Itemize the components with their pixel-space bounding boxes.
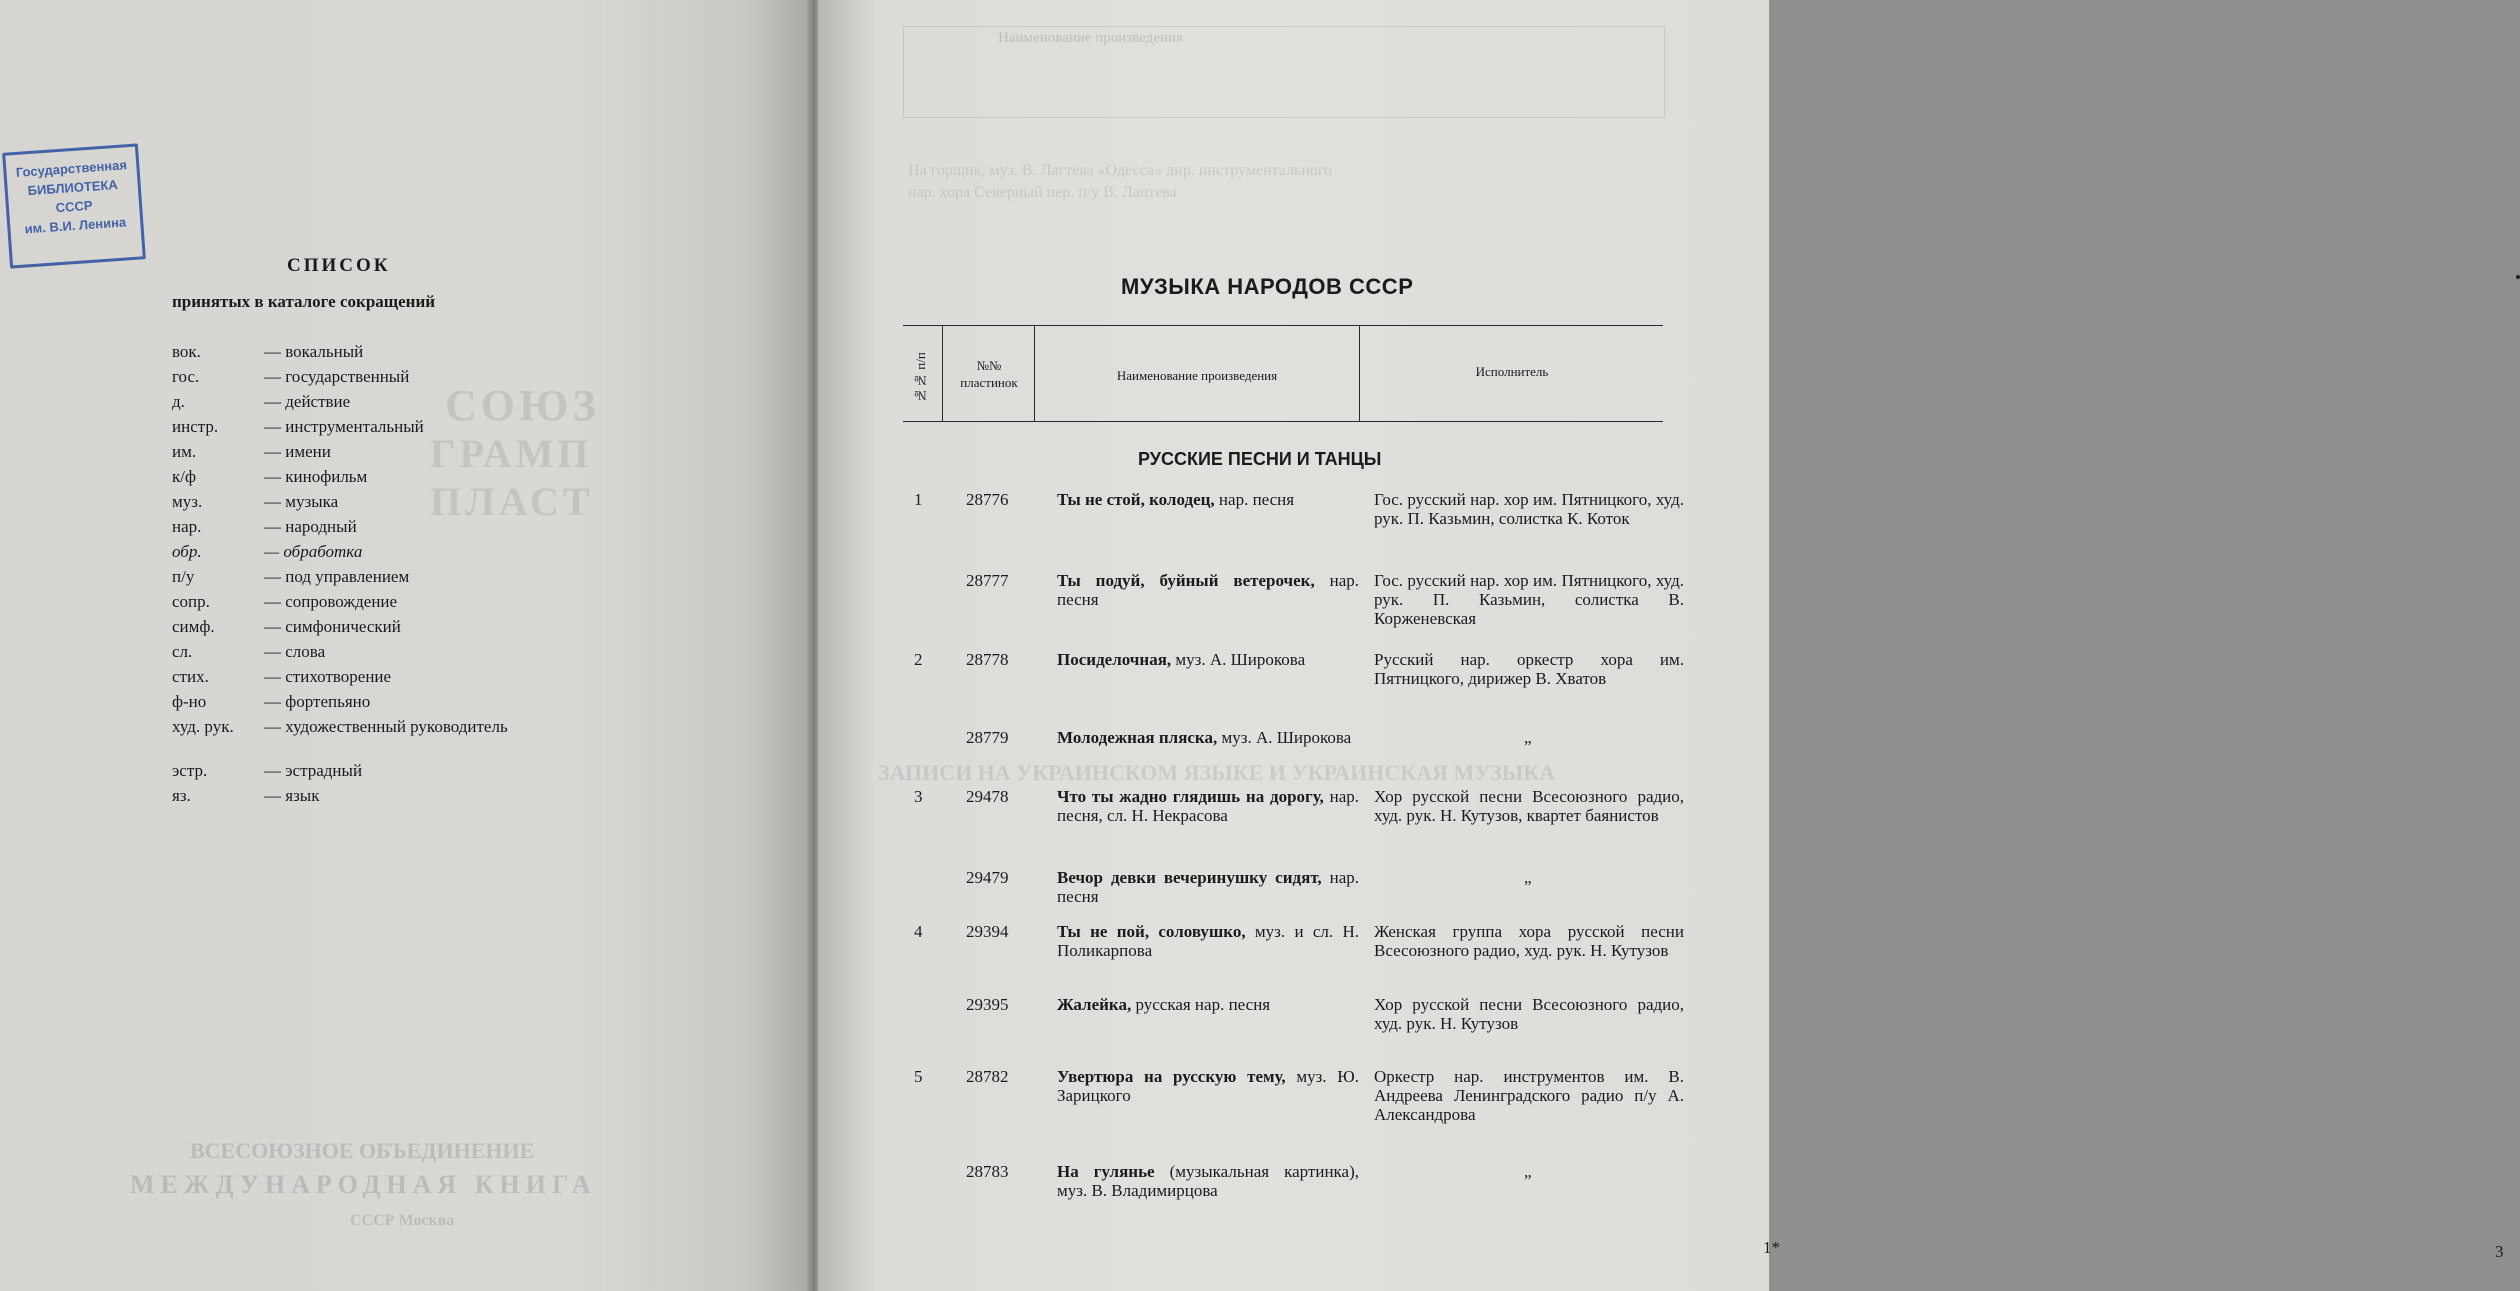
abbreviation-meaning: — имени	[264, 442, 331, 461]
work-title-details: русская нар. песня	[1131, 995, 1271, 1014]
header-divider	[1034, 326, 1035, 421]
folio-signature: 1*	[1763, 1238, 1780, 1257]
abbreviation-meaning: — язык	[264, 786, 320, 805]
work-title	[1057, 728, 1359, 747]
header-bottom-rule	[903, 421, 1663, 422]
left-page	[0, 0, 812, 1291]
record-number: 29394	[966, 922, 1009, 941]
abbreviation-row	[172, 492, 532, 517]
work-title-details: (музыкальная картинка), муз. В. Владимирцова	[1057, 1162, 1359, 1200]
abbreviation-row	[172, 367, 532, 392]
performer: Хор русской песни Всесоюзного радио, худ. рук. Н. Кутузов	[1374, 995, 1684, 1033]
show-through-text: ГРАМП	[430, 431, 593, 476]
abbreviation-key: яз.	[172, 786, 191, 805]
abbreviation-row	[172, 517, 532, 542]
abbreviation-key: эстр.	[172, 761, 208, 780]
work-title-details: муз. и сл. Н. Поликарпова	[1057, 922, 1359, 960]
header-index: №№ п/п	[913, 352, 928, 404]
abbreviation-meaning: — симфонический	[264, 617, 401, 636]
row-index: 4	[914, 922, 923, 941]
performer: Хор русской песни Всесоюзного радио, худ. рук. Н. Кутузов, квартет баянистов	[1374, 787, 1684, 825]
header-divider	[1359, 326, 1360, 421]
work-title-main: Посиделочная,	[1057, 650, 1172, 669]
work-title	[1057, 868, 1359, 906]
abbreviation-meaning: — обработка	[264, 542, 363, 561]
abbreviation-key: худ. рук.	[172, 717, 234, 736]
abbreviation-meaning: — эстрадный	[264, 761, 363, 780]
abbreviation-key: к/ф	[172, 467, 196, 486]
abbreviation-meaning: — вокальный	[264, 342, 364, 361]
abbreviation-key: симф.	[172, 617, 215, 636]
work-title	[1057, 995, 1359, 1014]
show-through-text: ВСЕСОЮЗНОЕ ОБЪЕДИНЕНИЕ	[190, 1138, 535, 1163]
show-through-text: ЗАПИСИ НА УКРАИНСКОМ ЯЗЫКЕ И УКРАИНСКАЯ МУЗЫКА	[878, 760, 1556, 785]
performer: Гос. русский нар. хор им. Пятницкого, худ. рук. П. Казьмин, солистка В. Корженевская	[1374, 571, 1684, 628]
performer: „	[1524, 728, 1532, 747]
abbreviation-key: гос.	[172, 367, 200, 386]
abbreviation-key: вок.	[172, 342, 201, 361]
work-title	[1057, 1067, 1359, 1105]
work-title-details: нар. песня	[1057, 571, 1359, 609]
abbreviation-meaning: — под управлением	[264, 567, 410, 586]
abbreviation-row	[172, 617, 532, 642]
abbreviation-meaning: — действие	[264, 392, 351, 411]
abbreviation-meaning: — слова	[264, 642, 326, 661]
record-number: 28783	[966, 1162, 1009, 1181]
list-title: СПИСОК	[287, 255, 391, 276]
record-number: 28779	[966, 728, 1009, 747]
abbreviation-meaning: — художественный руководитель	[264, 717, 508, 736]
abbreviation-meaning: — народный	[264, 517, 357, 536]
work-title	[1057, 490, 1359, 509]
show-through-text: МЕЖДУНАРОДНАЯ КНИГА	[130, 1170, 597, 1199]
library-stamp: Государственная БИБЛИОТЕКА СССР им. В.И. Ленина	[2, 143, 146, 268]
abbreviation-key: ф-но	[172, 692, 207, 711]
abbreviation-meaning: — инструментальный	[264, 417, 424, 436]
work-title-details: нар. песня	[1214, 490, 1295, 509]
work-title-main: Вечор девки вечеринушку сидят,	[1057, 868, 1322, 887]
abbreviation-list	[172, 342, 532, 811]
work-title	[1057, 787, 1359, 825]
section-title: РУССКИЕ ПЕСНИ И ТАНЦЫ	[1138, 449, 1382, 469]
work-title-details: нар. песня, сл. Н. Некрасова	[1057, 787, 1359, 825]
record-number: 29395	[966, 995, 1009, 1014]
work-title-main: На гулянье	[1057, 1162, 1155, 1181]
abbreviation-row	[172, 467, 532, 492]
abbreviation-meaning: — кинофильм	[264, 467, 368, 486]
performer: Гос. русский нар. хор им. Пятницкого, худ. рук. П. Казьмин, солистка К. Коток	[1374, 490, 1684, 528]
abbreviation-row	[172, 692, 532, 717]
work-title	[1057, 922, 1359, 960]
row-index: 3	[914, 787, 923, 806]
performer: Женская группа хора русской песни Всесоюзного радио, худ. рук. Н. Кутузов	[1374, 922, 1684, 960]
work-title-main: Ты подуй, буйный ветерочек,	[1057, 571, 1315, 590]
abbreviation-key: д.	[172, 392, 185, 411]
work-title-main: Молодежная пляска,	[1057, 728, 1218, 747]
abbreviation-row	[172, 442, 532, 467]
show-through-text: На горщик, муз. В. Лагтева «Одесса» дир. инструментального нар. хора Северный пер. п/у В. Лаптева	[908, 162, 1333, 201]
abbreviation-key: сл.	[172, 642, 193, 661]
abbreviation-row	[172, 417, 532, 442]
abbreviation-row	[172, 667, 532, 692]
record-number: 28777	[966, 571, 1009, 590]
performer: „	[1524, 1162, 1532, 1181]
row-index: 1	[914, 490, 923, 509]
work-title	[1057, 650, 1359, 669]
list-subtitle: принятых в каталоге сокращений	[172, 292, 436, 311]
work-title-main: Жалейка,	[1057, 995, 1132, 1014]
abbreviation-row	[172, 786, 532, 811]
row-index: 5	[914, 1067, 923, 1086]
header-records: №№ пластинок	[960, 358, 1018, 390]
page-title: МУЗЫКА НАРОДОВ СССР	[1121, 274, 1414, 299]
performer: Оркестр нар. инструментов им. В. Андреева Ленинградского радио п/у А. Александрова	[1374, 1067, 1684, 1124]
row-index: 2	[914, 650, 923, 669]
abbreviation-row	[172, 761, 532, 786]
work-title-details: муз. А. Широкова	[1217, 728, 1352, 747]
abbreviation-row	[172, 592, 532, 617]
work-title-details: муз. Ю. Зарицкого	[1057, 1067, 1359, 1105]
header-performer: Исполнитель	[1475, 364, 1549, 379]
record-number: 29479	[966, 868, 1009, 887]
abbreviation-key: нар.	[172, 517, 202, 536]
abbreviation-meaning: — стихотворение	[264, 667, 392, 686]
abbreviation-row	[172, 567, 532, 592]
show-through-text: Наименование произведения	[998, 30, 1183, 46]
show-through-text: СССР Москва	[350, 1212, 455, 1229]
abbreviation-key: обр.	[172, 542, 202, 561]
abbreviation-row	[172, 717, 532, 761]
record-number: 28776	[966, 490, 1009, 509]
abbreviation-key: им.	[172, 442, 197, 461]
work-title-main: Увертюра на русскую тему,	[1057, 1067, 1286, 1086]
abbreviation-row	[172, 392, 532, 417]
abbreviation-row	[172, 342, 532, 367]
abbreviation-meaning: — сопровождение	[264, 592, 398, 611]
abbreviation-meaning: — музыка	[264, 492, 339, 511]
performer: „	[1524, 868, 1532, 887]
page-number: 3	[2495, 1242, 2504, 1261]
work-title	[1057, 571, 1359, 609]
abbreviation-key: муз.	[172, 492, 203, 511]
work-title-details: муз. А. Широкова	[1171, 650, 1306, 669]
work-title-main: Ты не пой, соловушко,	[1057, 922, 1246, 941]
record-number: 28782	[966, 1067, 1009, 1086]
abbreviation-key: сопр.	[172, 592, 210, 611]
abbreviation-row	[172, 642, 532, 667]
abbreviation-key: инстр.	[172, 417, 219, 436]
header-top-rule	[903, 325, 1663, 326]
work-title	[1057, 1162, 1359, 1200]
printer-dot	[2516, 275, 2520, 279]
right-page	[818, 0, 2504, 1291]
abbreviation-key: стих.	[172, 667, 209, 686]
work-title-details: нар. песня	[1057, 868, 1359, 906]
abbreviation-row	[172, 542, 532, 567]
record-number: 29478	[966, 787, 1009, 806]
abbreviation-meaning: — государственный	[264, 367, 410, 386]
show-through-text: СОЮЗ	[445, 381, 600, 430]
header-divider	[942, 326, 943, 421]
work-title-main: Что ты жадно глядишь на дорогу,	[1057, 787, 1324, 806]
performer: Русский нар. оркестр хора им. Пятницкого, дирижер В. Хватов	[1374, 650, 1684, 688]
abbreviation-key: п/у	[172, 567, 195, 586]
abbreviation-meaning: — фортепьяно	[264, 692, 371, 711]
header-work: Наименование произведения	[1116, 368, 1278, 383]
show-through-text: ПЛАСТ	[430, 479, 594, 524]
record-number: 28778	[966, 650, 1009, 669]
work-title-main: Ты не стой, колодец,	[1057, 490, 1215, 509]
